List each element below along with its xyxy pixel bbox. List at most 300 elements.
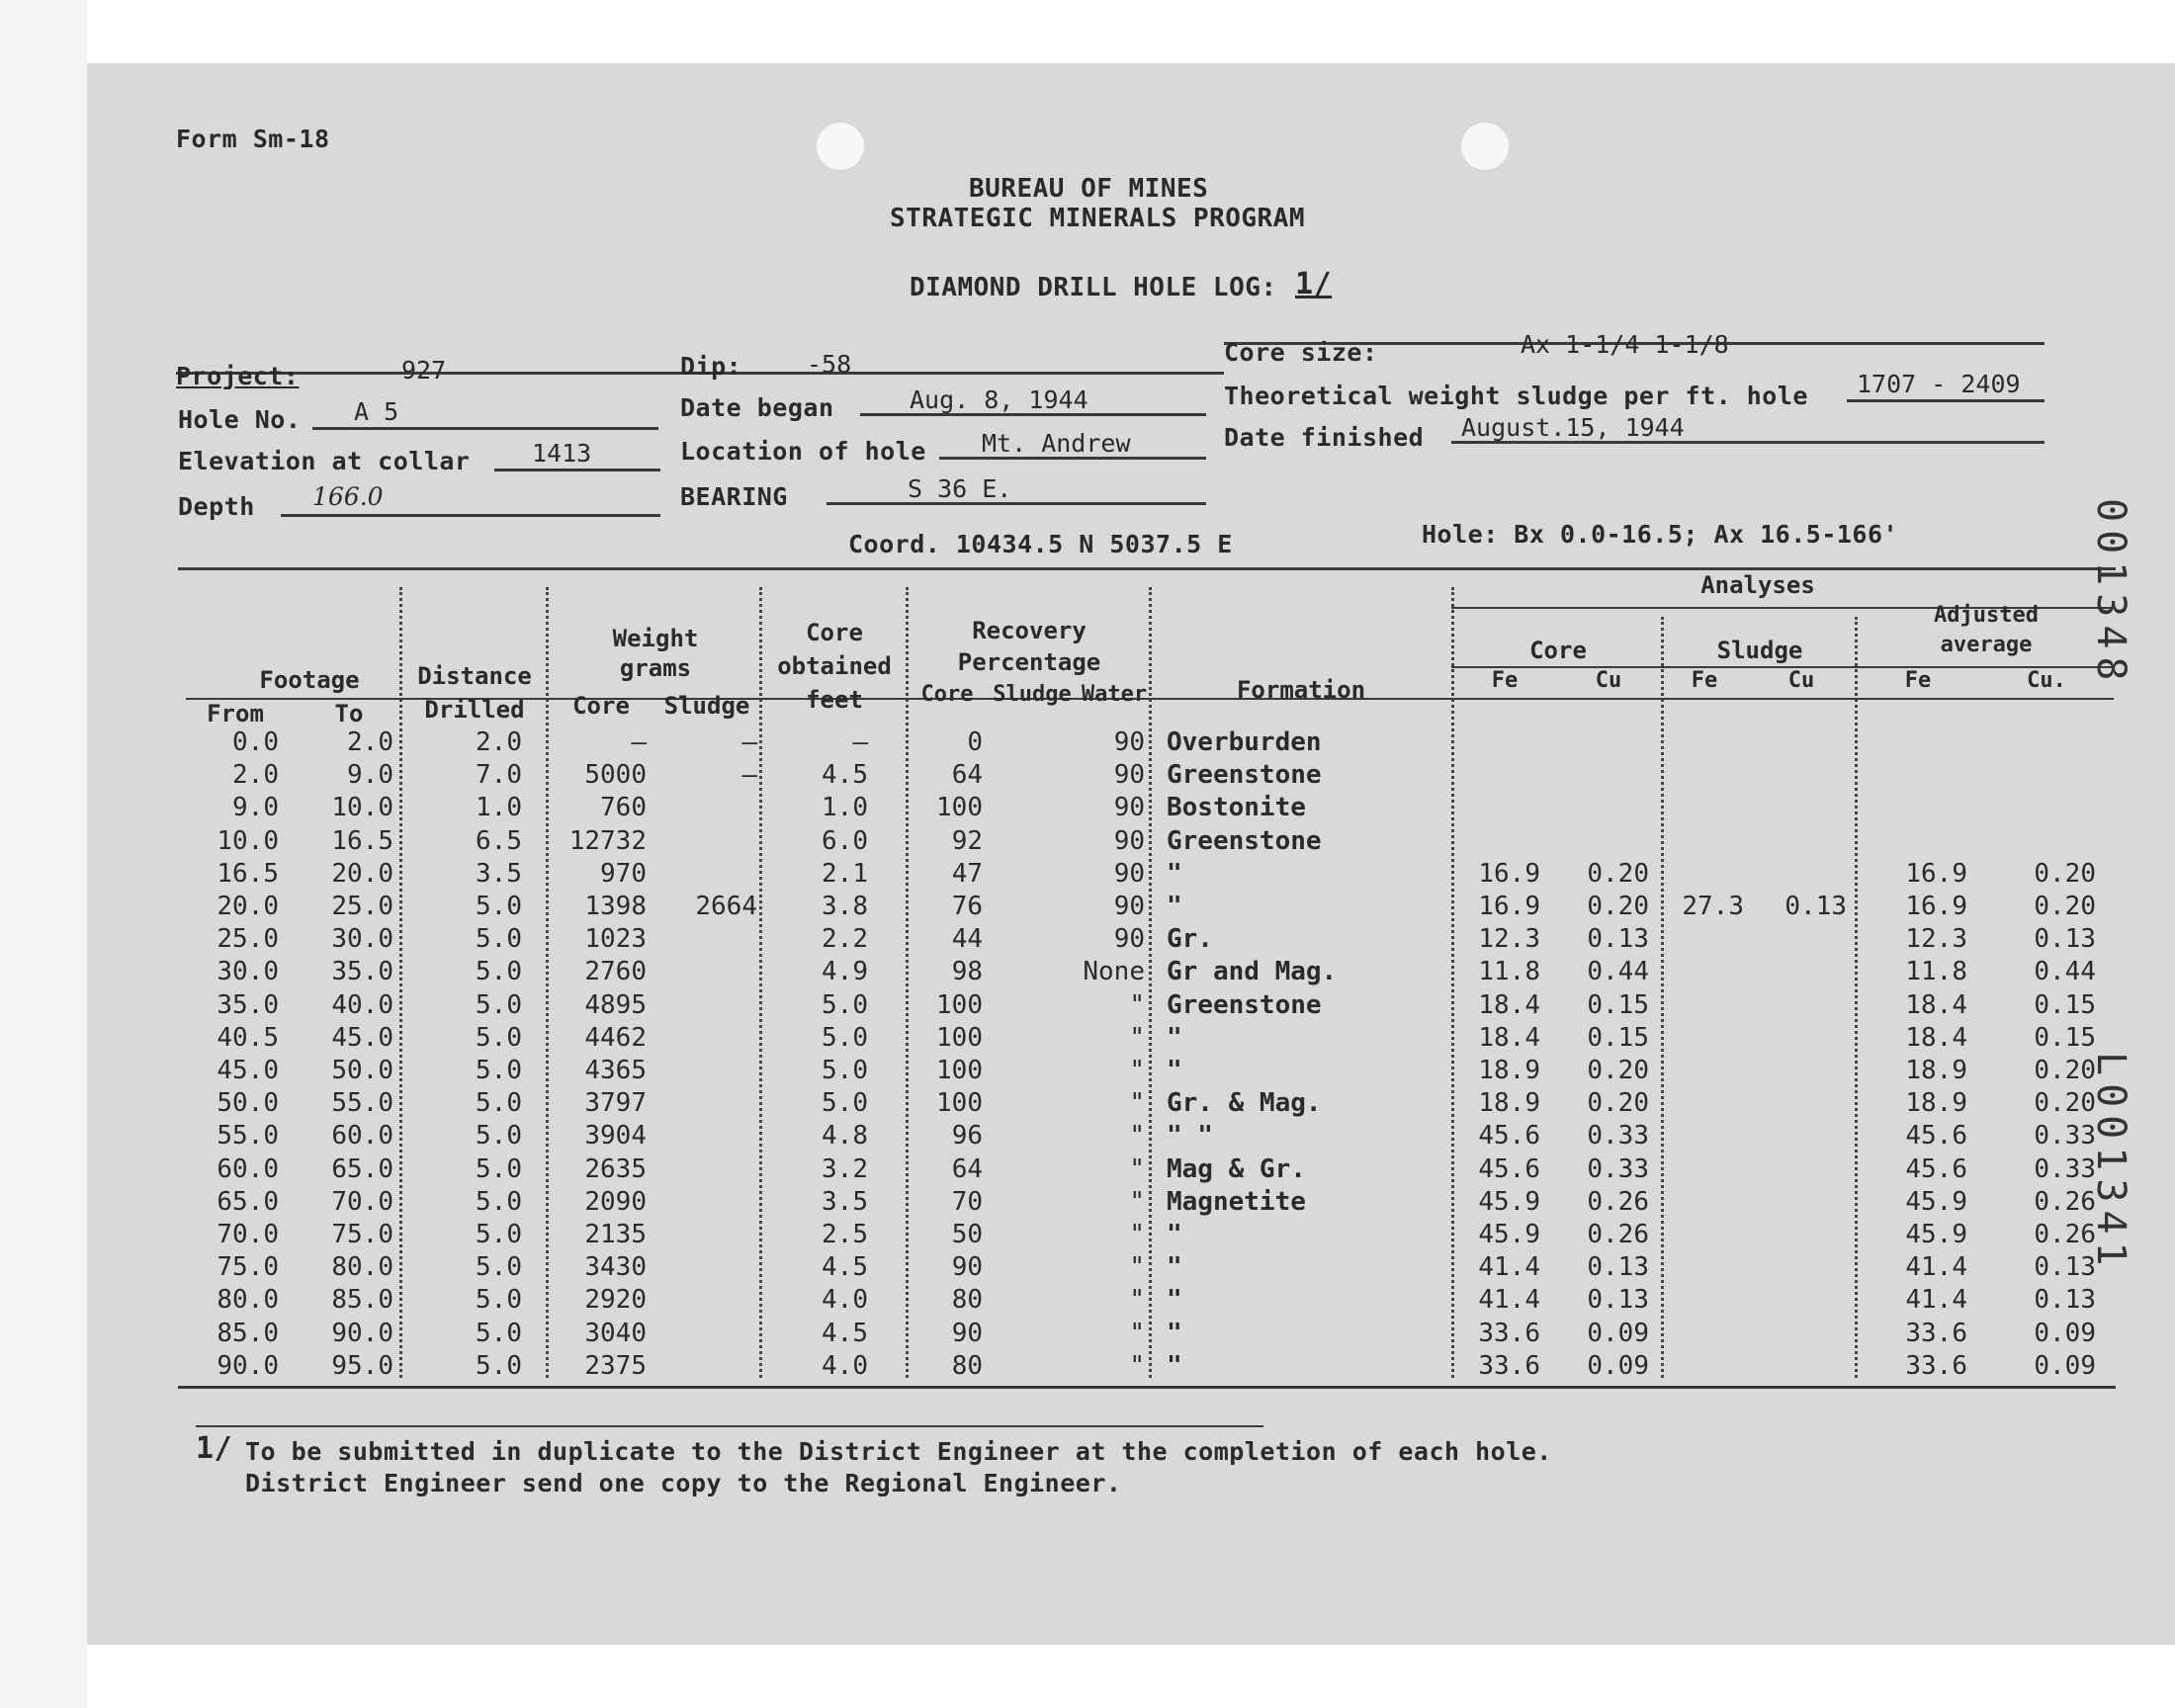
core-fe-cell: 45.9 <box>1478 1220 1540 1249</box>
recovery-core-cell: 64 <box>951 760 983 791</box>
distance-cell: 5.0 <box>476 1285 522 1316</box>
table-row <box>87 1220 2096 1253</box>
from-cell: 90.0 <box>217 1350 279 1381</box>
adj-cu-cell: 0.15 <box>2034 1022 2096 1053</box>
core-fe-cell: 18.4 <box>1478 989 1540 1020</box>
from-cell: 9.0 <box>232 793 279 823</box>
hdr-from: From <box>207 700 264 727</box>
rule <box>1847 399 2044 402</box>
punch-hole <box>1461 123 1509 170</box>
hdr-weight-core: Core <box>572 692 630 720</box>
recovery-water-cell: " <box>1129 1318 1145 1348</box>
dip-value: -58 <box>807 350 852 379</box>
core-cu-cell: 0.26 <box>1587 1186 1649 1217</box>
core-fe-cell: 18.4 <box>1478 1022 1540 1053</box>
to-cell: 10.0 <box>331 793 393 823</box>
table-row <box>87 1186 2096 1221</box>
adj-fe-cell: 41.4 <box>1905 1285 1967 1316</box>
table-row <box>87 1252 2096 1286</box>
core-obtained-cell: 4.5 <box>822 1318 868 1348</box>
recovery-core-cell: 80 <box>951 1285 983 1316</box>
distance-cell: 5.0 <box>476 1121 522 1152</box>
archive-stamp-top: 001348 <box>2088 498 2133 689</box>
recovery-water-cell: None <box>1083 957 1145 987</box>
recovery-water-cell: 90 <box>1113 760 1145 791</box>
table-row <box>87 760 1936 794</box>
adj-cu-cell: 0.20 <box>2034 892 2096 921</box>
recovery-water-cell: " <box>1129 1153 1145 1184</box>
hdr-recovery-1: Recovery <box>972 617 1087 644</box>
distance-cell: 1.0 <box>476 793 522 823</box>
recovery-core-cell: 70 <box>951 1186 983 1217</box>
recovery-core-cell: 100 <box>936 989 983 1020</box>
from-cell: 30.0 <box>217 957 279 987</box>
recovery-water-cell: 90 <box>1113 825 1145 856</box>
core-obtained-cell: 5.0 <box>822 1088 868 1119</box>
hdr-distance: Distance <box>417 662 532 690</box>
core-obtained-cell: 3.8 <box>822 892 868 921</box>
hdr-analysis-sludge: Sludge <box>1716 637 1803 664</box>
footnote-mark: 1/ <box>196 1431 233 1466</box>
recovery-core-cell: 92 <box>951 825 983 856</box>
to-cell: 45.0 <box>331 1022 393 1053</box>
formation-cell: " <box>1167 892 1182 921</box>
distance-cell: 5.0 <box>476 892 522 921</box>
from-cell: 85.0 <box>217 1318 279 1348</box>
hdr-core-obtained-3: feet <box>806 686 863 714</box>
core-cu-cell: 0.09 <box>1587 1318 1649 1348</box>
from-cell: 50.0 <box>217 1088 279 1119</box>
table-bottom-rule <box>178 1386 2116 1389</box>
distance-cell: 2.0 <box>476 727 522 757</box>
distance-cell: 5.0 <box>476 1056 522 1085</box>
hdr-sludge-fe: Fe <box>1691 668 1718 693</box>
adj-cu-cell: 0.33 <box>2034 1153 2096 1184</box>
recovery-core-cell: 100 <box>936 1088 983 1119</box>
adj-cu-cell: 0.20 <box>2034 1088 2096 1119</box>
adj-fe-cell: 45.9 <box>1905 1220 1967 1249</box>
hdr-analyses: Analyses <box>1700 571 1815 599</box>
table-row <box>87 826 1936 860</box>
core-obtained-cell: 4.0 <box>822 1285 868 1316</box>
formation-cell: Greenstone <box>1167 825 1322 856</box>
core-obtained-cell: 4.9 <box>822 957 868 987</box>
recovery-core-cell: 100 <box>936 793 983 823</box>
bearing-value: S 36 E. <box>908 474 1012 503</box>
from-cell: 45.0 <box>217 1056 279 1085</box>
from-cell: 65.0 <box>217 1186 279 1217</box>
formation-cell: " <box>1167 1252 1182 1283</box>
adj-fe-cell: 16.9 <box>1905 892 1967 921</box>
hdr-analysis-core: Core <box>1529 637 1587 664</box>
hdr-weight-sludge: Sludge <box>663 692 750 720</box>
theoretical-value: 1707 - 2409 <box>1857 370 2021 398</box>
core-cu-cell: 0.33 <box>1587 1121 1649 1152</box>
hdr-core-obtained-2: obtained <box>777 652 892 680</box>
hdr-to: To <box>334 700 364 727</box>
recovery-water-cell: " <box>1129 1022 1145 1053</box>
distance-cell: 5.0 <box>476 924 522 955</box>
archive-stamp-bottom: L001341 <box>2088 1052 2133 1274</box>
core-fe-cell: 18.9 <box>1478 1088 1540 1119</box>
scan-margin <box>0 0 87 1708</box>
adj-fe-cell: 33.6 <box>1905 1318 1967 1348</box>
weight-core-cell: 2135 <box>584 1220 647 1249</box>
formation-cell: " <box>1167 1318 1182 1348</box>
rule <box>826 502 1206 505</box>
table-row <box>87 892 2096 925</box>
core-cu-cell: 0.09 <box>1587 1350 1649 1381</box>
table-row <box>87 1285 2096 1319</box>
from-cell: 70.0 <box>217 1220 279 1249</box>
core-cu-cell: 0.13 <box>1587 1285 1649 1316</box>
table-row <box>87 1088 2096 1122</box>
table-row <box>87 727 1936 761</box>
adj-cu-cell: 0.20 <box>2034 858 2096 889</box>
to-cell: 80.0 <box>331 1252 393 1283</box>
from-cell: 25.0 <box>217 924 279 955</box>
sludge-fe-cell: 27.3 <box>1682 892 1744 921</box>
core-obtained-cell: 4.8 <box>822 1121 868 1152</box>
sludge-cu-cell: 0.13 <box>1784 892 1847 921</box>
core-obtained-cell: 3.2 <box>822 1153 868 1184</box>
elevation-label: Elevation at collar <box>178 447 471 475</box>
formation-cell: Greenstone <box>1167 760 1322 791</box>
rule <box>281 514 660 517</box>
recovery-water-cell: " <box>1129 989 1145 1020</box>
weight-sludge-cell: — <box>741 727 757 757</box>
recovery-water-cell: " <box>1129 1056 1145 1085</box>
core-fe-cell: 45.9 <box>1478 1186 1540 1217</box>
program-title: STRATEGIC MINERALS PROGRAM <box>890 204 1305 233</box>
to-cell: 9.0 <box>347 760 393 791</box>
core-fe-cell: 45.6 <box>1478 1121 1540 1152</box>
core-cu-cell: 0.20 <box>1587 892 1649 921</box>
recovery-water-cell: 90 <box>1113 858 1145 889</box>
adj-fe-cell: 18.4 <box>1905 989 1967 1020</box>
to-cell: 90.0 <box>331 1318 393 1348</box>
from-cell: 60.0 <box>217 1153 279 1184</box>
elevation-value: 1413 <box>532 439 592 468</box>
formation-cell: " <box>1167 1056 1182 1085</box>
core-obtained-cell: 4.0 <box>822 1350 868 1381</box>
table-row <box>87 1022 2096 1057</box>
distance-cell: 5.0 <box>476 989 522 1020</box>
core-obtained-cell: 6.0 <box>822 825 868 856</box>
project-value: 927 <box>401 356 447 384</box>
formation-cell: " <box>1167 858 1182 889</box>
weight-core-cell: 3040 <box>584 1318 647 1348</box>
adj-fe-cell: 12.3 <box>1905 924 1967 955</box>
weight-core-cell: 3904 <box>584 1121 647 1152</box>
core-fe-cell: 16.9 <box>1478 858 1540 889</box>
recovery-core-cell: 90 <box>951 1252 983 1283</box>
distance-cell: 5.0 <box>476 1088 522 1119</box>
table-row <box>87 1056 2096 1089</box>
recovery-core-cell: 64 <box>951 1153 983 1184</box>
adj-cu-cell: 0.09 <box>2034 1350 2096 1381</box>
from-cell: 55.0 <box>217 1121 279 1152</box>
from-cell: 75.0 <box>217 1252 279 1283</box>
to-cell: 60.0 <box>331 1121 393 1152</box>
adj-fe-cell: 11.8 <box>1905 957 1967 987</box>
distance-cell: 5.0 <box>476 1186 522 1217</box>
recovery-water-cell: 90 <box>1113 892 1145 921</box>
rule <box>494 469 660 471</box>
to-cell: 40.0 <box>331 989 393 1020</box>
log-footnote-ref: 1/ <box>1295 267 1333 301</box>
form-id: Form Sm-18 <box>176 125 330 153</box>
punch-hole <box>817 123 864 170</box>
weight-core-cell: 4462 <box>584 1022 647 1053</box>
weight-sludge-cell: — <box>741 760 757 791</box>
adj-cu-cell: 0.13 <box>2034 924 2096 955</box>
weight-core-cell: 2635 <box>584 1153 647 1184</box>
adj-cu-cell: 0.20 <box>2034 1056 2096 1085</box>
form-sheet <box>87 63 2175 1645</box>
bearing-label: BEARING <box>680 482 788 511</box>
core-obtained-cell: 3.5 <box>822 1186 868 1217</box>
recovery-core-cell: 47 <box>951 858 983 889</box>
core-cu-cell: 0.15 <box>1587 989 1649 1020</box>
hdr-core-fe: Fe <box>1491 668 1519 693</box>
hdr-footage: Footage <box>259 666 360 694</box>
from-cell: 16.5 <box>217 858 279 889</box>
distance-cell: 5.0 <box>476 1220 522 1249</box>
to-cell: 50.0 <box>331 1056 393 1085</box>
core-fe-cell: 11.8 <box>1478 957 1540 987</box>
core-cu-cell: 0.33 <box>1587 1153 1649 1184</box>
weight-core-cell: 1398 <box>584 892 647 921</box>
hdr-recovery-2: Percentage <box>957 648 1101 676</box>
core-fe-cell: 41.4 <box>1478 1252 1540 1283</box>
table-row <box>87 1121 2096 1154</box>
recovery-water-cell: 90 <box>1113 727 1145 757</box>
recovery-water-cell: " <box>1129 1252 1145 1283</box>
to-cell: 2.0 <box>347 727 393 757</box>
recovery-water-cell: " <box>1129 1088 1145 1119</box>
distance-cell: 5.0 <box>476 1318 522 1348</box>
core-obtained-cell: 2.1 <box>822 858 868 889</box>
depth-label: Depth <box>178 492 255 521</box>
recovery-water-cell: 90 <box>1113 793 1145 823</box>
core-cu-cell: 0.44 <box>1587 957 1649 987</box>
adj-fe-cell: 33.6 <box>1905 1350 1967 1381</box>
weight-sludge-cell: 2664 <box>695 892 757 921</box>
location-value: Mt. Andrew <box>982 429 1131 458</box>
core-fe-cell: 33.6 <box>1478 1350 1540 1381</box>
weight-core-cell: 12732 <box>568 825 647 856</box>
hdr-adj-cu: Cu. <box>2027 668 2066 693</box>
adj-fe-cell: 41.4 <box>1905 1252 1967 1283</box>
recovery-water-cell: " <box>1129 1220 1145 1249</box>
recovery-core-cell: 76 <box>951 892 983 921</box>
recovery-water-cell: " <box>1129 1121 1145 1152</box>
to-cell: 65.0 <box>331 1153 393 1184</box>
hole-no-value: A 5 <box>354 397 399 426</box>
to-cell: 25.0 <box>331 892 393 921</box>
formation-cell: Mag & Gr. <box>1167 1153 1306 1184</box>
core-obtained-cell: 1.0 <box>822 793 868 823</box>
theoretical-label: Theoretical weight sludge per ft. hole <box>1224 382 1808 410</box>
core-obtained-cell: 5.0 <box>822 989 868 1020</box>
formation-cell: Bostonite <box>1167 793 1306 823</box>
log-title: DIAMOND DRILL HOLE LOG: <box>910 273 1277 302</box>
core-obtained-cell: 2.2 <box>822 924 868 955</box>
hdr-drilled: Drilled <box>424 696 525 724</box>
table-row <box>87 989 2096 1024</box>
adj-cu-cell: 0.33 <box>2034 1121 2096 1152</box>
table-row <box>87 1318 2096 1352</box>
core-fe-cell: 16.9 <box>1478 892 1540 921</box>
from-cell: 40.5 <box>217 1022 279 1053</box>
hdr-grams: grams <box>619 654 692 682</box>
to-cell: 95.0 <box>331 1350 393 1381</box>
core-fe-cell: 41.4 <box>1478 1285 1540 1316</box>
rule <box>312 427 658 430</box>
distance-cell: 5.0 <box>476 1153 522 1184</box>
core-cu-cell: 0.20 <box>1587 1056 1649 1085</box>
footnote-line-2: District Engineer send one copy to the Regional Engineer. <box>245 1469 1122 1497</box>
recovery-core-cell: 50 <box>951 1220 983 1249</box>
formation-cell: " <box>1167 1022 1182 1053</box>
adj-cu-cell: 0.15 <box>2034 989 2096 1020</box>
recovery-water-cell: " <box>1129 1350 1145 1381</box>
from-cell: 20.0 <box>217 892 279 921</box>
to-cell: 55.0 <box>331 1088 393 1119</box>
hdr-formation: Formation <box>1236 676 1366 704</box>
weight-core-cell: 2090 <box>584 1186 647 1217</box>
agency-title: BUREAU OF MINES <box>969 174 1209 204</box>
formation-cell: " " <box>1167 1121 1213 1152</box>
distance-cell: 5.0 <box>476 1350 522 1381</box>
adj-cu-cell: 0.44 <box>2034 957 2096 987</box>
formation-cell: Gr and Mag. <box>1167 957 1338 987</box>
to-cell: 35.0 <box>331 957 393 987</box>
formation-cell: Gr. <box>1167 924 1213 955</box>
hdr-adj-fe: Fe <box>1904 668 1932 693</box>
formation-cell: Magnetite <box>1167 1186 1306 1217</box>
recovery-core-cell: 100 <box>936 1056 983 1085</box>
recovery-water-cell: " <box>1129 1285 1145 1316</box>
weight-core-cell: 3430 <box>584 1252 647 1283</box>
from-cell: 80.0 <box>217 1285 279 1316</box>
recovery-core-cell: 0 <box>967 727 983 757</box>
hole-no-label: Hole No. <box>178 405 302 434</box>
hdr-rec-sludge: Sludge <box>993 682 1072 707</box>
formation-cell: " <box>1167 1220 1182 1249</box>
core-cu-cell: 0.20 <box>1587 1088 1649 1119</box>
core-obtained-cell: 5.0 <box>822 1056 868 1085</box>
formation-cell: Overburden <box>1167 727 1322 757</box>
to-cell: 20.0 <box>331 858 393 889</box>
hdr-core-obtained-1: Core <box>806 619 863 646</box>
footnote-line-1: To be submitted in duplicate to the District Engineer at the completion of each hole. <box>245 1437 1552 1466</box>
recovery-core-cell: 98 <box>951 957 983 987</box>
recovery-water-cell: " <box>1129 1186 1145 1217</box>
distance-cell: 5.0 <box>476 1022 522 1053</box>
weight-core-cell: 760 <box>600 793 647 823</box>
weight-core-cell: 2920 <box>584 1285 647 1316</box>
to-cell: 75.0 <box>331 1220 393 1249</box>
adj-cu-cell: 0.09 <box>2034 1318 2096 1348</box>
distance-cell: 3.5 <box>476 858 522 889</box>
from-cell: 2.0 <box>232 760 279 791</box>
core-obtained-cell: 2.5 <box>822 1220 868 1249</box>
adj-cu-cell: 0.26 <box>2034 1186 2096 1217</box>
recovery-core-cell: 80 <box>951 1350 983 1381</box>
adj-fe-cell: 45.6 <box>1905 1121 1967 1152</box>
distance-cell: 7.0 <box>476 760 522 791</box>
adj-fe-cell: 18.9 <box>1905 1056 1967 1085</box>
to-cell: 30.0 <box>331 924 393 955</box>
hdr-rec-core: Core <box>920 682 974 707</box>
core-size-label: Core size: <box>1224 338 1378 367</box>
distance-cell: 5.0 <box>476 957 522 987</box>
weight-core-cell: 3797 <box>584 1088 647 1119</box>
adj-cu-cell: 0.13 <box>2034 1285 2096 1316</box>
from-cell: 10.0 <box>217 825 279 856</box>
formation-cell: " <box>1167 1350 1182 1381</box>
hdr-average: average <box>1940 633 2033 657</box>
to-cell: 85.0 <box>331 1285 393 1316</box>
recovery-core-cell: 100 <box>936 1022 983 1053</box>
hole-sizes: Hole: Bx 0.0-16.5; Ax 16.5-166' <box>1422 520 1899 549</box>
table-row <box>87 924 2096 958</box>
core-obtained-cell: 4.5 <box>822 760 868 791</box>
weight-core-cell: 5000 <box>584 760 647 791</box>
weight-core-cell: 2760 <box>584 957 647 987</box>
to-cell: 70.0 <box>331 1186 393 1217</box>
hdr-core-cu: Cu <box>1595 668 1622 693</box>
core-obtained-cell: 4.5 <box>822 1252 868 1283</box>
core-cu-cell: 0.13 <box>1587 1252 1649 1283</box>
project-label: Project: <box>176 362 300 390</box>
recovery-water-cell: 90 <box>1113 924 1145 955</box>
core-cu-cell: 0.20 <box>1587 858 1649 889</box>
from-cell: 0.0 <box>232 727 279 757</box>
adj-fe-cell: 45.6 <box>1905 1153 1967 1184</box>
distance-cell: 5.0 <box>476 1252 522 1283</box>
from-cell: 35.0 <box>217 989 279 1020</box>
depth-value: 166.0 <box>312 482 384 511</box>
date-finished-value: August.15, 1944 <box>1461 413 1685 442</box>
table-row <box>87 1153 2096 1188</box>
hdr-rec-water: Water <box>1081 682 1148 707</box>
distance-cell: 6.5 <box>476 825 522 856</box>
footnote-rule <box>196 1425 1263 1427</box>
table-row <box>87 957 2096 990</box>
adj-fe-cell: 45.9 <box>1905 1186 1967 1217</box>
core-fe-cell: 18.9 <box>1478 1056 1540 1085</box>
weight-core-cell: 4365 <box>584 1056 647 1085</box>
core-fe-cell: 33.6 <box>1478 1318 1540 1348</box>
adj-fe-cell: 18.9 <box>1905 1088 1967 1119</box>
recovery-core-cell: 90 <box>951 1318 983 1348</box>
core-fe-cell: 12.3 <box>1478 924 1540 955</box>
core-obtained-cell: 5.0 <box>822 1022 868 1053</box>
hdr-adjusted: Adjusted <box>1934 603 2039 628</box>
weight-core-cell: 4895 <box>584 989 647 1020</box>
date-finished-label: Date finished <box>1224 423 1425 452</box>
weight-core-cell: 970 <box>600 858 647 889</box>
formation-cell: Gr. & Mag. <box>1167 1088 1322 1119</box>
core-obtained-cell: — <box>852 727 868 757</box>
core-cu-cell: 0.13 <box>1587 924 1649 955</box>
table-row <box>87 793 1936 826</box>
table-row <box>87 858 2096 893</box>
core-cu-cell: 0.15 <box>1587 1022 1649 1053</box>
